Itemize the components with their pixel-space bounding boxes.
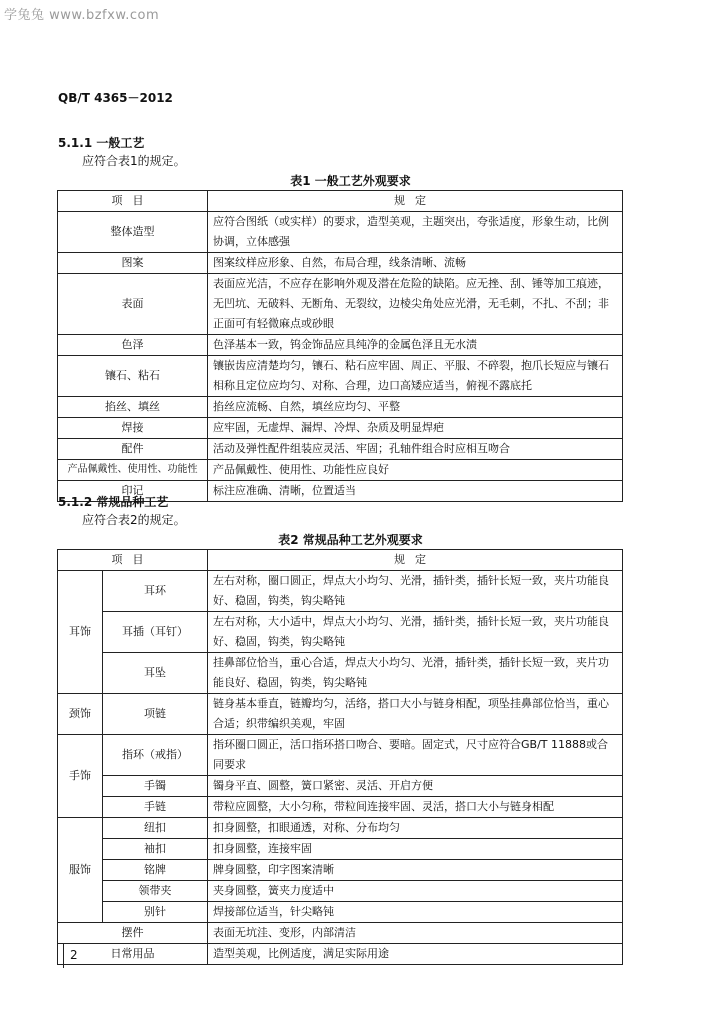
section-5-1-2-heading: 5.1.2 常规品种工艺 — [58, 495, 169, 509]
row-label: 袖扣 — [103, 839, 208, 860]
row-desc: 镯身平直、圆整，簧口紧密、灵活、开启方便 — [208, 776, 623, 797]
table-row — [58, 735, 623, 776]
row-desc: 色泽基本一致，钨金饰品应具纯净的金属色泽且无水渍 — [208, 335, 623, 356]
table-row — [58, 439, 623, 460]
row-label: 日常用品 — [58, 944, 208, 965]
row-desc: 夹身圆整，簧夹力度适中 — [208, 881, 623, 902]
row-label: 焊接 — [58, 418, 208, 439]
row-desc: 镶嵌齿应清楚均匀，镶石、粘石应牢固、周正、平服、不碎裂，抱爪长短应与镶石相称且定位应均匀、对称、合理，边口高矮应适当，俯视不露底托 — [208, 356, 623, 397]
table-row — [58, 335, 623, 356]
table-row — [58, 274, 623, 335]
table-row — [58, 356, 623, 397]
table-row — [58, 571, 623, 612]
table-row — [58, 902, 623, 923]
table-row — [58, 418, 623, 439]
table-row — [58, 460, 623, 481]
row-desc: 产品佩戴性、使用性、功能性应良好 — [208, 460, 623, 481]
row-desc: 带粒应圆整，大小匀称，带粒间连接牢固、灵活，搭口大小与链身相配 — [208, 797, 623, 818]
table1-header-item: 项目 — [58, 191, 208, 212]
table-row — [58, 944, 623, 965]
group-label: 耳饰 — [58, 571, 103, 694]
row-label: 图案 — [58, 253, 208, 274]
row-label: 领带夹 — [103, 881, 208, 902]
row-label: 项链 — [103, 694, 208, 735]
table-row — [58, 253, 623, 274]
section-5-1-2-text: 应符合表2的规定。 — [82, 513, 186, 527]
table-row — [58, 612, 623, 653]
table1 — [57, 190, 623, 502]
row-desc: 左右对称，圈口圆正，焊点大小均匀、光滑，插针类，插针长短一致，夹片功能良好、稳固，钩类，钩尖略钝 — [208, 571, 623, 612]
section-5-1-1-text: 应符合表1的规定。 — [82, 154, 186, 168]
table-row — [58, 797, 623, 818]
group-label: 手饰 — [58, 735, 103, 818]
row-desc: 标注应准确、清晰，位置适当 — [208, 481, 623, 502]
table-row — [58, 212, 623, 253]
table-row — [58, 860, 623, 881]
table-row — [58, 694, 623, 735]
table-row — [58, 397, 623, 418]
row-desc: 图案纹样应形象、自然，布局合理，线条清晰、流畅 — [208, 253, 623, 274]
row-label: 耳插（耳钉） — [103, 612, 208, 653]
table2-caption: 表2 常规品种工艺外观要求 — [278, 533, 423, 547]
row-desc: 指环圈口圆正，活口指环搭口吻合、要暗。固定式，尺寸应符合GB/T 11888或合同要求 — [208, 735, 623, 776]
table-row — [58, 881, 623, 902]
row-label: 产品佩戴性、使用性、功能性 — [58, 460, 208, 481]
row-desc: 挂鼻部位恰当，重心合适，焊点大小均匀、光滑，插针类，插针长短一致，夹片功能良好、稳固，钩类，钩尖略钝 — [208, 653, 623, 694]
table2-header-rule: 规定 — [208, 550, 623, 571]
row-desc: 表面无坑洼、变形，内部清洁 — [208, 923, 623, 944]
table1-header-rule: 规定 — [208, 191, 623, 212]
row-desc: 链身基本垂直，链瓣均匀，活络，搭口大小与链身相配，项坠挂鼻部位恰当，重心合适；织带编织美观，牢固 — [208, 694, 623, 735]
table-row — [58, 818, 623, 839]
group-label: 服饰 — [58, 818, 103, 923]
row-label: 配件 — [58, 439, 208, 460]
row-label: 色泽 — [58, 335, 208, 356]
row-desc: 牌身圆整，印字图案清晰 — [208, 860, 623, 881]
row-label: 摆件 — [58, 923, 208, 944]
standard-code: QB/T 4365－2012 — [58, 91, 173, 105]
table1-header-row — [58, 191, 623, 212]
page-number: 2 — [70, 948, 78, 962]
row-desc: 应符合图纸（或实样）的要求，造型美观，主题突出，夸张适度，形象生动，比例协调，立体感强 — [208, 212, 623, 253]
watermark: 学兔兔 www.bzfxw.com — [4, 8, 160, 23]
table1-caption: 表1 一般工艺外观要求 — [290, 174, 411, 188]
row-label: 铭牌 — [103, 860, 208, 881]
row-desc: 掐丝应流畅、自然，填丝应均匀、平整 — [208, 397, 623, 418]
row-label: 印记 — [58, 481, 208, 502]
section-5-1-1-heading: 5.1.1 一般工艺 — [58, 136, 145, 150]
row-desc: 扣身圆整，连接牢固 — [208, 839, 623, 860]
table-row — [58, 776, 623, 797]
row-label: 手镯 — [103, 776, 208, 797]
row-label: 指环（戒指） — [103, 735, 208, 776]
row-label: 掐丝、填丝 — [58, 397, 208, 418]
page-margin-rule — [63, 943, 64, 968]
row-label: 耳坠 — [103, 653, 208, 694]
row-desc: 表面应光洁，不应存在影响外观及潜在危险的缺陷。应无挫、刮、锤等加工痕迹，无凹坑、无破料、无断角、无裂纹，边棱尖角处应光滑，无毛刺，不扎、不刮；非正面可有轻微麻点或砂眼 — [208, 274, 623, 335]
table2-header-row — [58, 550, 623, 571]
table-row — [58, 653, 623, 694]
table2 — [57, 549, 623, 965]
group-label: 颈饰 — [58, 694, 103, 735]
table-row — [58, 923, 623, 944]
row-desc: 造型美观，比例适度，满足实际用途 — [208, 944, 623, 965]
row-label: 表面 — [58, 274, 208, 335]
row-label: 手链 — [103, 797, 208, 818]
table-row — [58, 839, 623, 860]
table2-header-item: 项目 — [58, 550, 208, 571]
row-label: 耳环 — [103, 571, 208, 612]
row-label: 镶石、粘石 — [58, 356, 208, 397]
row-desc: 活动及弹性配件组装应灵活、牢固；孔轴件组合时应相互吻合 — [208, 439, 623, 460]
row-label: 整体造型 — [58, 212, 208, 253]
row-label: 纽扣 — [103, 818, 208, 839]
row-desc: 扣身圆整，扣眼通透，对称、分布均匀 — [208, 818, 623, 839]
row-desc: 应牢固，无虚焊、漏焊、冷焊、杂质及明显焊疤 — [208, 418, 623, 439]
row-desc: 左右对称，大小适中，焊点大小均匀、光滑，插针类，插针长短一致，夹片功能良好、稳固，钩类，钩尖略钝 — [208, 612, 623, 653]
row-label: 别针 — [103, 902, 208, 923]
row-desc: 焊接部位适当，针尖略钝 — [208, 902, 623, 923]
